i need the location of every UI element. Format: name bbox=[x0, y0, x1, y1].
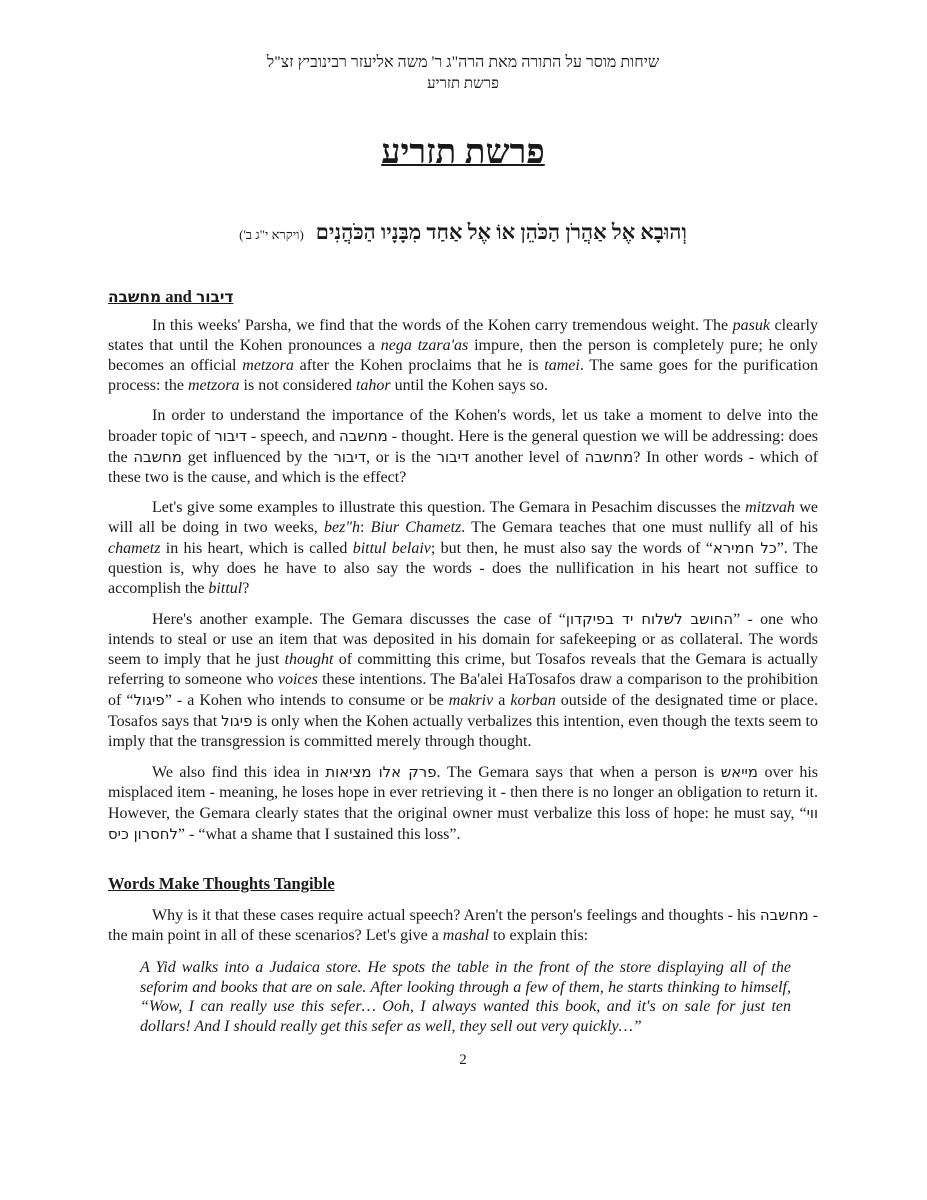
text-run: bittul bbox=[208, 580, 243, 597]
text-run: פיגול bbox=[221, 712, 253, 730]
text-run: bittul belaiv bbox=[352, 540, 431, 557]
text-run: thought bbox=[284, 651, 334, 668]
body-paragraph-4 bbox=[108, 609, 818, 752]
text-run: מחשבה bbox=[339, 427, 388, 445]
text-run: voices bbox=[277, 671, 318, 688]
text-run: chametz bbox=[108, 540, 161, 557]
text-run: these intentions. The Ba'alei HaTosafos draw a comparison to the prohibition of “ bbox=[108, 671, 818, 709]
text-run: מחשבה bbox=[759, 906, 809, 924]
text-run: is only when the Kohen actually verbalizes this intention, even though the texts seem to imply that the transgression is committed merely through thought. bbox=[108, 713, 819, 750]
text-run: - thought. Here is the general question we will be addressing: does the bbox=[108, 428, 818, 466]
text-run: In order to understand the importance of the Kohen's words, let us take a moment to delve into the broader topic of bbox=[108, 407, 818, 445]
text-run: החושב לשלוח יד בפיקדון bbox=[565, 610, 734, 628]
text-run: metzora bbox=[242, 357, 294, 374]
text-run: , or is the bbox=[365, 449, 437, 466]
text-run: a bbox=[493, 692, 511, 709]
text-run: דיבור bbox=[436, 448, 470, 466]
text-run: over his misplaced item - meaning, he loses hope in ever retrieving it - then there is no longer an obligation to return it. However, the Gemara clearly states that the original owner must verbalize this loss of hope: he must say, “ bbox=[108, 764, 818, 822]
text-run: פרק אלו מציאות bbox=[325, 763, 437, 781]
text-run: Biur Chametz bbox=[370, 519, 462, 536]
text-run: outside of the designated time or place. Tosafos says that bbox=[108, 692, 818, 730]
text-run: מייאש bbox=[720, 763, 758, 781]
text-run: metzora bbox=[187, 377, 240, 394]
text-run: after the Kohen proclaims that he is bbox=[293, 357, 545, 374]
text-run: and bbox=[161, 287, 196, 306]
text-run: ” - “what a shame that I sustained this loss”. bbox=[177, 826, 461, 843]
text-run: דיבור bbox=[333, 448, 366, 466]
text-run: ; but then, he must also say the words of “ bbox=[430, 540, 713, 557]
body-paragraph-3 bbox=[108, 498, 818, 599]
text-run: . The Gemara teaches that one must nullify all of his bbox=[461, 519, 819, 536]
body-paragraph-2 bbox=[108, 406, 818, 488]
text-run: korban bbox=[510, 692, 556, 709]
text-run: mashal bbox=[442, 927, 490, 944]
page-number: 2 bbox=[459, 1052, 467, 1068]
text-run: tahor bbox=[355, 377, 391, 394]
pasuk-citation: (ויקרא י"ג ב') bbox=[239, 227, 304, 242]
text-run: mitzvah bbox=[745, 499, 795, 516]
text-run: ? In other words - which of these two is the cause, and which is the effect? bbox=[108, 449, 819, 486]
text-run: ווי לחסרון כיס bbox=[108, 804, 818, 843]
text-run: we will all be doing in two weeks, bbox=[108, 499, 819, 536]
text-run: bez"h bbox=[323, 519, 361, 536]
text-run: מחשבה bbox=[133, 448, 183, 466]
section-heading-words-tangible bbox=[108, 873, 818, 895]
text-run: : bbox=[360, 519, 371, 536]
body-paragraph-1 bbox=[108, 316, 818, 396]
text-run: ” - a Kohen who intends to consume or be bbox=[164, 692, 449, 709]
text-run: - the main point in all of these scenarios? Let's give a bbox=[108, 907, 819, 944]
text-run: פיגול bbox=[133, 691, 165, 709]
text-run: - speech, and bbox=[246, 428, 340, 445]
text-run: impure, then the person is completely pure; he only becomes an official bbox=[108, 337, 819, 374]
text-run: . The same goes for the purification process: the bbox=[108, 357, 818, 394]
text-run: דיבור bbox=[195, 288, 234, 306]
document-header bbox=[108, 52, 818, 95]
document-title: פרשת תזריע bbox=[381, 134, 545, 171]
text-run: pasuk bbox=[732, 317, 770, 334]
text-run: כל חמירא bbox=[712, 539, 777, 557]
text-run: מחשבה bbox=[108, 288, 162, 306]
body-paragraph-5 bbox=[108, 762, 818, 845]
text-run: is not considered bbox=[239, 377, 356, 394]
text-run: In this weeks' Parsha, we find that the words of the Kohen carry tremendous weight. The bbox=[152, 317, 733, 334]
text-run: nega tzara'as bbox=[380, 337, 469, 354]
text-run: of committing this crime, but Tosafos reveals that the Gemara is actually referring to someone who bbox=[108, 651, 819, 688]
text-run: Why is it that these cases require actual speech? Aren't the person's feelings and thoughts - his bbox=[152, 907, 760, 924]
text-run: דיבור bbox=[214, 427, 247, 445]
body-paragraph-6 bbox=[108, 905, 818, 946]
pasuk-line bbox=[108, 215, 818, 252]
mashal-quote-block bbox=[140, 958, 791, 1036]
text-run: another level of bbox=[469, 449, 585, 466]
text-run: Words Make Thoughts Tangible bbox=[108, 874, 335, 893]
text-run: Let's give some examples to illustrate this question. The Gemara in Pesachim discusses the bbox=[152, 499, 746, 516]
text-run: מחשבה bbox=[584, 448, 634, 466]
header-parsha-name: פרשת תזריע bbox=[427, 76, 499, 92]
text-run: get influenced by the bbox=[182, 449, 334, 466]
header-series-title: שיחות מוסר על התורה מאת הרה"ג ר' משה אליעזר רבינוביץ זצ"ל bbox=[266, 54, 660, 71]
text-run: . The Gemara says that when a person is bbox=[436, 764, 721, 781]
text-run: until the Kohen says so. bbox=[390, 377, 548, 394]
text-run: to explain this: bbox=[489, 927, 589, 944]
text-run: ? bbox=[242, 580, 250, 597]
text-run: Here's another example. The Gemara discusses the case of “ bbox=[152, 611, 566, 628]
text-run: We also find this idea in bbox=[152, 764, 326, 781]
text-run: clearly states that until the Kohen pronounces a bbox=[108, 317, 819, 354]
text-run: in his heart, which is called bbox=[160, 540, 353, 557]
text-run: tamei bbox=[544, 357, 580, 374]
text-run: A Yid walks into a Judaica store. He spots the table in the front of the store displaying all of the seforim and books that are on sale. After looking through a few of them, he starts thinking to himself, “Wow, I can really use this sefer… Ooh, I always wanted this book, and it's on sale for just ten dollars! And I should really get this sefer as well, they sell out very quickly…” bbox=[140, 959, 791, 1035]
text-run: makriv bbox=[448, 692, 494, 709]
pasuk-text: וְהוּבָא אֶל אַהֲרֹן הַכֹּהֵן אוֹ אֶל אַחַד מִבָּנָיו הַכֹּהֲנִים bbox=[315, 220, 687, 244]
text-run: ”. The question is, why does he have to also say the words - does the nullification in his heart not suffice to accomplish the bbox=[108, 540, 818, 597]
section-heading-machshava-dibbur bbox=[108, 286, 818, 308]
text-run: ” - one who intends to steal or use an item that was deposited in his domain for safekeeping or as collateral. The words seem to imply that he just bbox=[108, 611, 818, 668]
